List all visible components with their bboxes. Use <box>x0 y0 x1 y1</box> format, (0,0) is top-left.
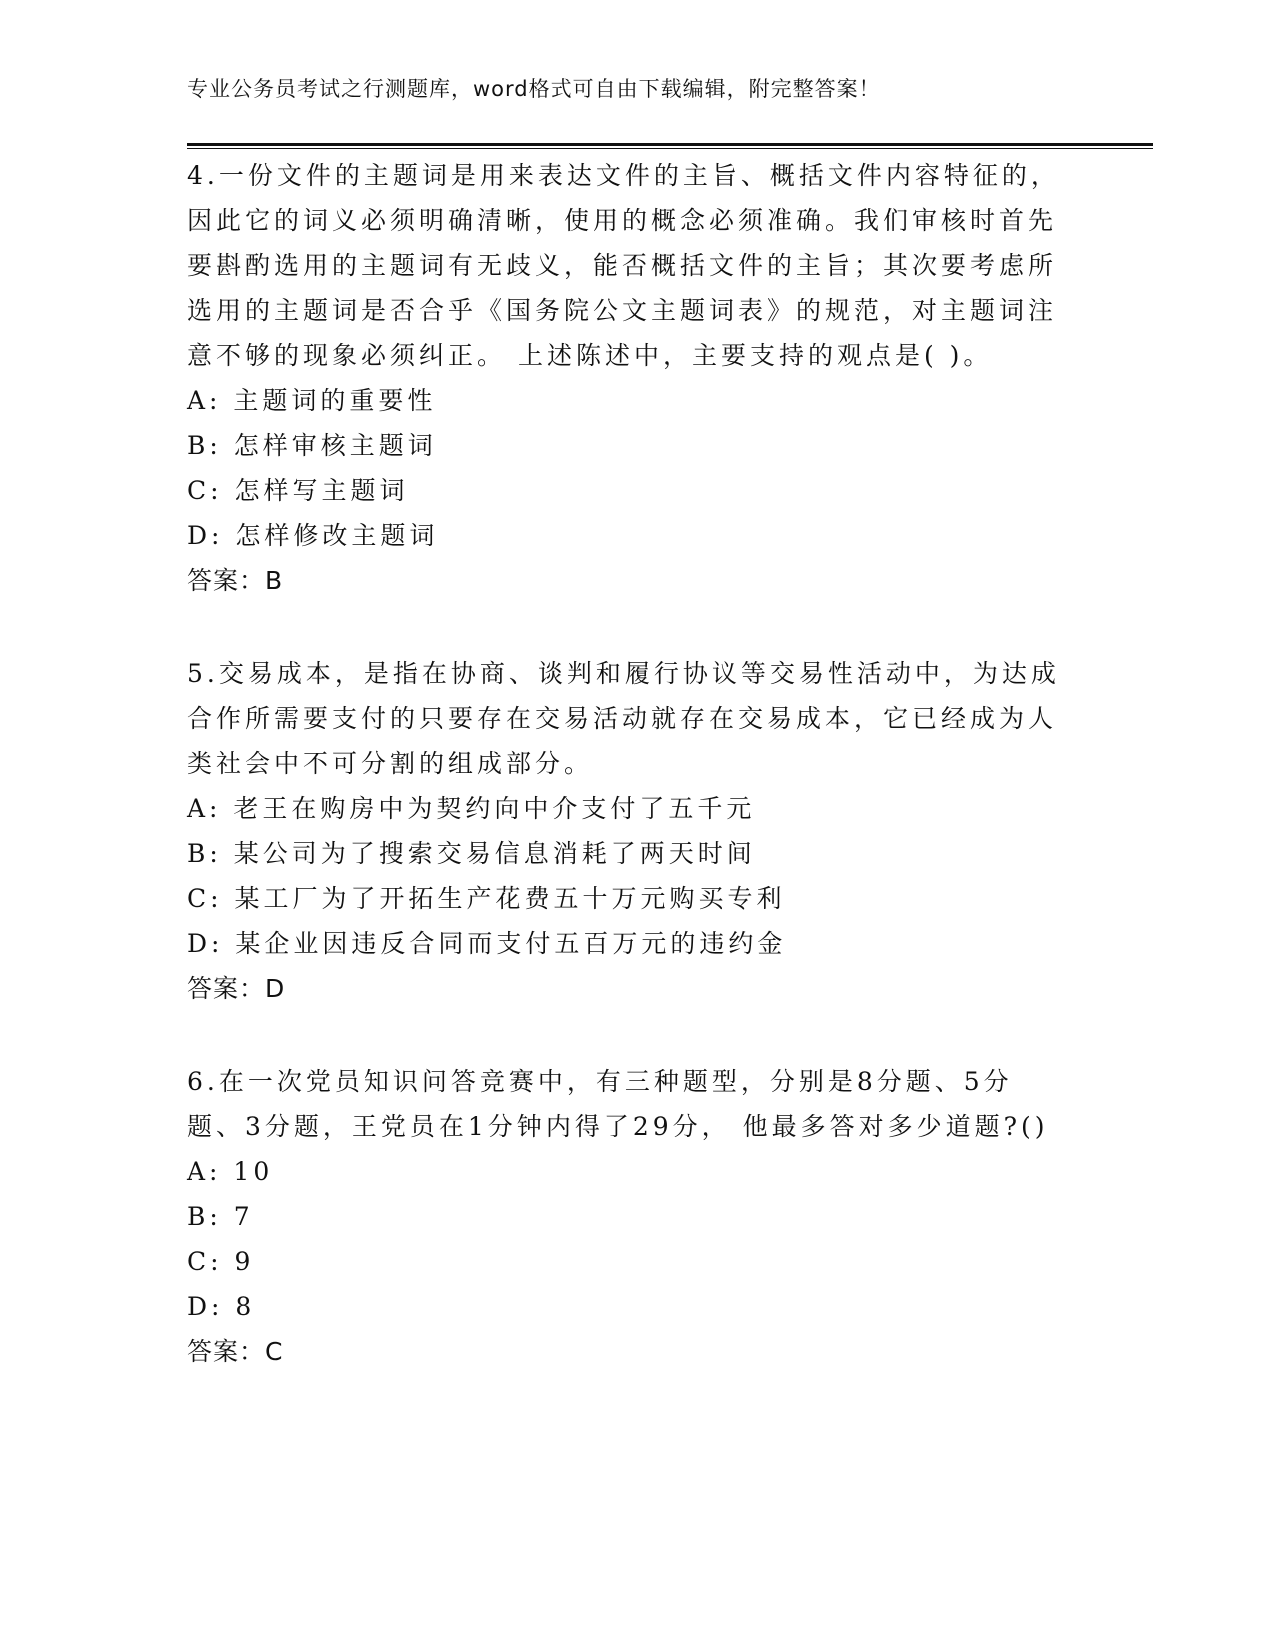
answer: 答案：D <box>187 974 286 1003</box>
option-a: A: 10 <box>187 1157 274 1186</box>
question-6 <box>187 1059 1067 1374</box>
option-b: B: 怎样审核主题词 <box>187 431 437 460</box>
option-b: B: 某公司为了搜索交易信息消耗了两天时间 <box>187 839 756 868</box>
question-4 <box>187 153 1067 603</box>
option-a: A: 老王在购房中为契约向中介支付了五千元 <box>187 794 756 823</box>
answer: 答案：B <box>187 566 284 595</box>
option-c: C: 怎样写主题词 <box>187 476 409 505</box>
answer: 答案：C <box>187 1337 284 1366</box>
question-text: 6.在一次党员知识问答竞赛中，有三种题型，分别是8分题、5分题、3分题，王党员在1分钟内得了29分， 他最多答对多少道题?() <box>187 1067 1049 1141</box>
option-d: D: 8 <box>187 1292 256 1321</box>
question-text: 5.交易成本，是指在协商、谈判和履行协议等交易性活动中，为达成合作所需要支付的只要存在交易活动就存在交易成本，它已经成为人类社会中不可分割的组成部分。 <box>187 659 1060 778</box>
header-divider <box>187 143 1153 149</box>
option-a: A: 主题词的重要性 <box>187 386 437 415</box>
option-c: C: 某工厂为了开拓生产花费五十万元购买专利 <box>187 884 786 913</box>
option-d: D: 怎样修改主题词 <box>187 521 439 550</box>
page-header: 专业公务员考试之行测题库，word格式可自由下载编辑，附完整答案！ <box>187 77 881 101</box>
option-d: D: 某企业因违反合同而支付五百万元的违约金 <box>187 929 787 958</box>
question-text: 4.一份文件的主题词是用来表达文件的主旨、概括文件内容特征的，因此它的词义必须明确清晰，使用的概念必须准确。我们审核时首先要斟酌选用的主题词有无歧义，能否概括文件的主旨；其次要考虑所选用的主题词是否合乎《国务院公文主题词表》的规范，对主题词注意不够的现象必须纠正。 上述陈述中，主要支持的观点是( )。 <box>187 161 1060 370</box>
option-c: C: 9 <box>187 1247 255 1276</box>
option-b: B: 7 <box>187 1202 254 1231</box>
question-5 <box>187 651 1067 1011</box>
